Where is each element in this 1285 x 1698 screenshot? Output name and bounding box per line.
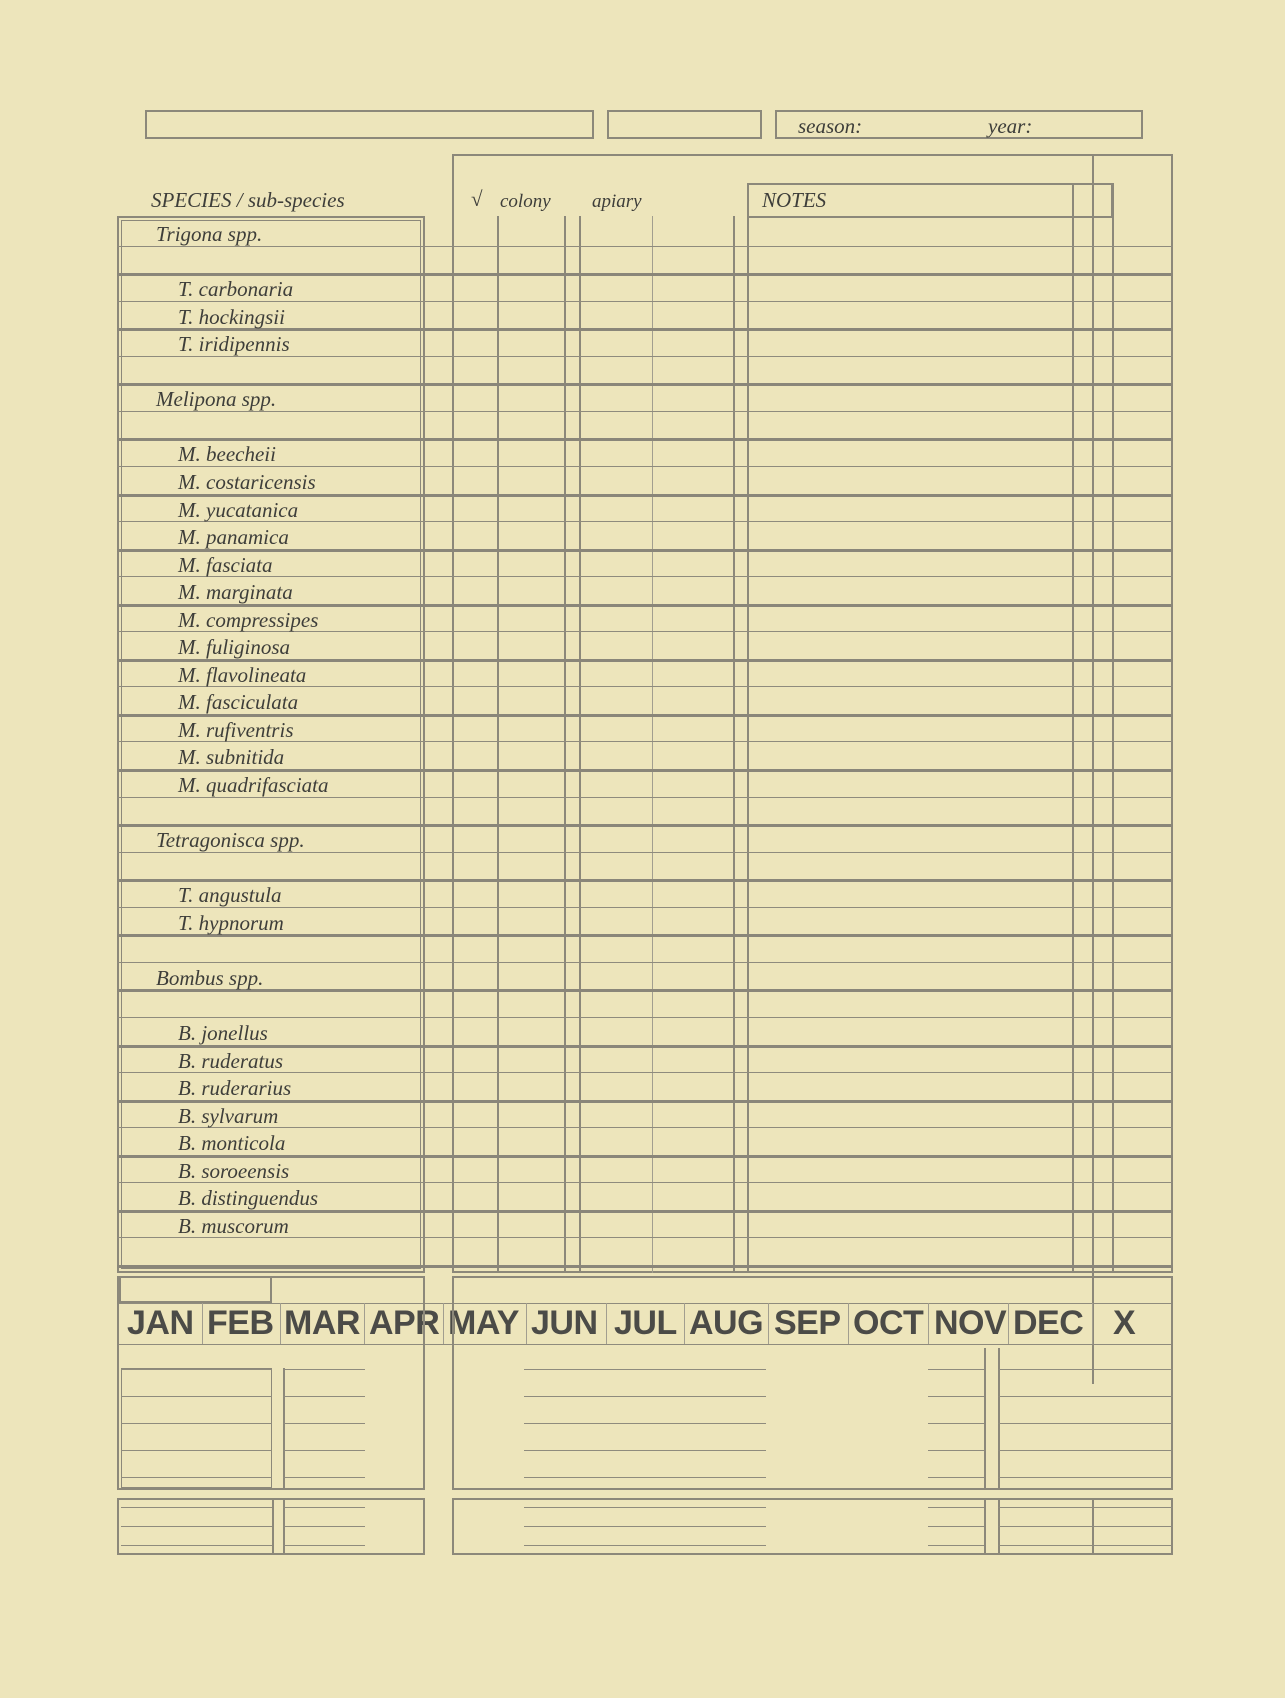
species-label: B. jonellus bbox=[178, 1020, 268, 1045]
row-divider bbox=[117, 1210, 1173, 1213]
ledger-rule bbox=[524, 1423, 766, 1424]
season-year-field[interactable] bbox=[775, 110, 1143, 139]
species-label: M. marginata bbox=[178, 580, 293, 605]
ledger-rule bbox=[998, 1423, 1173, 1424]
species-label: B. distinguendus bbox=[178, 1186, 318, 1211]
ledger-vline bbox=[283, 1368, 285, 1490]
species-label: T. angustula bbox=[178, 883, 282, 908]
row-divider bbox=[117, 246, 1173, 247]
apiary-column-header: apiary bbox=[592, 191, 642, 212]
species-label: M. subnitida bbox=[178, 745, 285, 770]
grid-vline bbox=[652, 216, 653, 1273]
row-divider bbox=[117, 1265, 1173, 1268]
genus-label: Trigona spp. bbox=[156, 222, 263, 246]
grid-vline bbox=[564, 216, 566, 1273]
ledger-rule bbox=[121, 1507, 272, 1508]
title-field[interactable] bbox=[145, 110, 594, 139]
ledger-rule bbox=[928, 1450, 984, 1451]
ledger-rule bbox=[283, 1396, 365, 1397]
grid-vline bbox=[497, 216, 499, 1273]
row-divider bbox=[117, 714, 1173, 717]
ledger-rule bbox=[524, 1450, 766, 1451]
ledger-rule bbox=[121, 1369, 272, 1370]
ledger-rule bbox=[928, 1477, 984, 1478]
grid-vline bbox=[733, 216, 735, 1273]
row-divider bbox=[117, 824, 1173, 827]
genus-label: Melipona spp. bbox=[156, 387, 277, 412]
row-divider bbox=[117, 879, 1173, 882]
check-column-header: √ bbox=[471, 187, 483, 211]
month-jun[interactable]: JUN bbox=[531, 1304, 598, 1342]
colony-column-header: colony bbox=[500, 191, 551, 212]
month-may[interactable]: MAY bbox=[448, 1304, 519, 1342]
ledger-rule bbox=[283, 1507, 365, 1508]
row-divider bbox=[117, 494, 1173, 497]
ledger-subbox bbox=[121, 1368, 272, 1488]
row-divider bbox=[117, 466, 1173, 467]
month-jan[interactable]: JAN bbox=[127, 1304, 194, 1342]
species-label: B. sylvarum bbox=[178, 1103, 279, 1128]
species-label: M. flavolineata bbox=[178, 662, 307, 687]
species-label: B. monticola bbox=[178, 1131, 286, 1156]
row-divider bbox=[117, 659, 1173, 662]
ledger-rule bbox=[524, 1545, 766, 1546]
ledger-vline bbox=[272, 1498, 274, 1555]
ledger-rule bbox=[121, 1526, 272, 1527]
ledger-rule bbox=[928, 1396, 984, 1397]
ledger-rule bbox=[283, 1423, 365, 1424]
species-label: M. fuliginosa bbox=[178, 635, 291, 660]
ledger-rule bbox=[283, 1450, 365, 1451]
row-divider bbox=[117, 604, 1173, 607]
species-label: M. quadrifasciata bbox=[178, 773, 329, 797]
species-label: T. carbonaria bbox=[178, 277, 294, 302]
month-separator bbox=[443, 1303, 444, 1344]
row-divider bbox=[117, 1045, 1173, 1048]
month-sep[interactable]: SEP bbox=[774, 1304, 841, 1342]
species-label: B. soroeensis bbox=[178, 1158, 290, 1183]
ledger-vline bbox=[984, 1348, 986, 1490]
species-label: M. costaricensis bbox=[178, 469, 316, 494]
row-divider bbox=[117, 1100, 1173, 1103]
species-label: B. ruderatus bbox=[178, 1048, 283, 1073]
month-nov[interactable]: NOV bbox=[934, 1304, 1007, 1342]
ledger-rule bbox=[524, 1369, 766, 1370]
ledger-rule bbox=[283, 1526, 365, 1527]
notes-column-header: NOTES bbox=[762, 188, 827, 212]
season-label: season: bbox=[798, 114, 863, 138]
ledger-rule bbox=[998, 1477, 1173, 1478]
species-label: M. fasciata bbox=[178, 552, 273, 577]
species-label: T. hockingsii bbox=[178, 304, 285, 329]
ledger-rule bbox=[998, 1450, 1173, 1451]
genus-label: Tetragonisca spp. bbox=[156, 828, 305, 853]
species-label: M. beecheii bbox=[178, 442, 276, 467]
ledger-rule bbox=[121, 1423, 272, 1424]
row-divider bbox=[117, 962, 1173, 963]
ledger-rule bbox=[524, 1507, 766, 1508]
ledger-rule bbox=[121, 1477, 272, 1478]
ledger-rule bbox=[998, 1526, 1173, 1527]
ledger-rule bbox=[998, 1396, 1173, 1397]
month-mar[interactable]: MAR bbox=[284, 1304, 360, 1342]
row-divider bbox=[117, 1017, 1173, 1018]
ledger-rule bbox=[928, 1545, 984, 1546]
row-divider bbox=[117, 438, 1173, 441]
row-divider bbox=[117, 549, 1173, 552]
month-apr[interactable]: APR bbox=[369, 1304, 440, 1342]
species-label: M. fasciculata bbox=[178, 690, 299, 715]
date-field[interactable] bbox=[607, 110, 762, 139]
ledger-rule bbox=[998, 1545, 1173, 1546]
ledger-rule bbox=[121, 1450, 272, 1451]
ledger-rule bbox=[283, 1545, 365, 1546]
row-divider bbox=[117, 273, 1173, 276]
grid-vline bbox=[1072, 183, 1074, 1273]
ledger-right-upper bbox=[452, 1276, 1173, 1490]
ledger-rule bbox=[928, 1423, 984, 1424]
ledger-vline bbox=[984, 1498, 986, 1555]
row-divider bbox=[117, 383, 1173, 386]
ledger-rule bbox=[283, 1477, 365, 1478]
species-label: M. yucatanica bbox=[178, 497, 299, 522]
ledger-rule bbox=[524, 1477, 766, 1478]
ledger-rule bbox=[928, 1507, 984, 1508]
month-x[interactable]: X bbox=[1113, 1304, 1136, 1342]
species-column-header: SPECIES / sub-species bbox=[151, 188, 345, 212]
ledger-rule bbox=[524, 1526, 766, 1527]
ledger-rule bbox=[524, 1396, 766, 1397]
row-divider bbox=[117, 989, 1173, 992]
species-label: T. hypnorum bbox=[178, 910, 284, 935]
species-label: M. panamica bbox=[178, 525, 289, 550]
ledger-rule bbox=[928, 1369, 984, 1370]
month-jul[interactable]: JUL bbox=[614, 1304, 677, 1342]
year-label: year: bbox=[988, 114, 1033, 138]
month-oct[interactable]: OCT bbox=[853, 1304, 924, 1342]
grid-vline bbox=[1112, 183, 1114, 1273]
notes-header-box bbox=[747, 183, 1113, 218]
ledger-rule bbox=[121, 1545, 272, 1546]
row-divider bbox=[117, 576, 1173, 577]
ledger-rule bbox=[928, 1526, 984, 1527]
month-feb[interactable]: FEB bbox=[207, 1304, 274, 1342]
row-divider bbox=[117, 1155, 1173, 1158]
species-label: M. rufiventris bbox=[178, 717, 294, 742]
month-dec[interactable]: DEC bbox=[1013, 1304, 1084, 1342]
ledger-rule bbox=[998, 1507, 1173, 1508]
month-aug[interactable]: AUG bbox=[689, 1304, 764, 1342]
genus-label: Bombus spp. bbox=[156, 965, 264, 990]
species-label: B. muscorum bbox=[178, 1213, 289, 1238]
grid-vline bbox=[579, 216, 581, 1273]
ledger-rule bbox=[121, 1396, 272, 1397]
grid-vline bbox=[747, 216, 749, 1273]
row-divider bbox=[117, 769, 1173, 772]
ledger-rule bbox=[283, 1369, 365, 1370]
species-label: M. compressipes bbox=[178, 607, 319, 632]
ledger-rule bbox=[998, 1369, 1173, 1370]
species-label: B. ruderarius bbox=[178, 1076, 292, 1101]
species-label: T. iridipennis bbox=[178, 332, 290, 357]
